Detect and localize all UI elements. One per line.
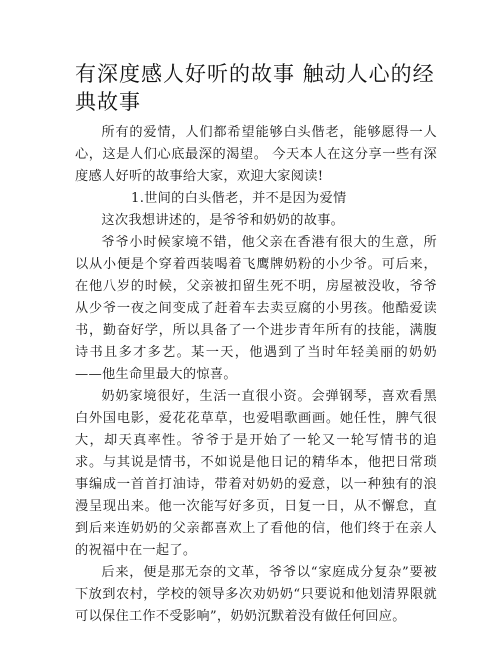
cultural-revolution-paragraph: 后来，便是那无奈的文革，爷爷以“家庭成分复杂”要被下放到农村，学校的领导多次劝奶奶“只要说和他划清界限就可以保住工作不受影响”，奶奶沉默着没有做任何回应。 — [75, 565, 437, 624]
document-title: 有深度感人好听的故事 触动人心的经典故事 — [75, 62, 435, 114]
document-body — [75, 122, 437, 628]
section-heading: 1.世间的白头偕老，并不是因为爱情 — [131, 191, 347, 206]
grandmother-paragraph: 奶奶家境很好，生活一直很小资。会弹钢琴，喜欢看黑白外国电影，爱花花草草，也爱唱歌画画。她任性，脾气很大，却天真率性。爷爷于是开始了一轮又一轮写情书的追求。与其说是情书，不如说是他日记的精华本，他把日常琐事编成一首首打油诗，带着对奶奶的爱意，以一种独有的浪漫呈现出来。他一次能写好多页，日复一日，从不懈怠，直到后来连奶奶的父亲都喜欢上了看他的信，他们终于在亲人的祝福中在一起了。 — [75, 389, 437, 558]
intro-paragraph: 所有的爱情，人们都希望能够白头偕老，能够愿得一人心，这是人们心底最深的渴望。 今天本人在这分享一些有深度感人好听的故事给大家，欢迎大家阅读! — [75, 125, 437, 184]
story-intro-paragraph: 这次我想讲述的，是爷爷和奶奶的故事。 — [101, 213, 345, 228]
grandfather-paragraph: 爷爷小时候家境不错，他父亲在香港有很大的生意，所以从小便是个穿着西装喝着飞鹰牌奶粉的小少爷。可后来，在他八岁的时候，父亲被扣留生死不明，房屋被没收，爷爷从少爷一夜之间变成了赶着车去卖豆腐的小男孩。他酷爱读书，勤奋好学，所以具备了一个进步青年所有的技能，满腹诗书且多才多艺。某一天，他遇到了当时年轻美丽的奶奶——他生命里最大的惊喜。 — [75, 235, 437, 382]
